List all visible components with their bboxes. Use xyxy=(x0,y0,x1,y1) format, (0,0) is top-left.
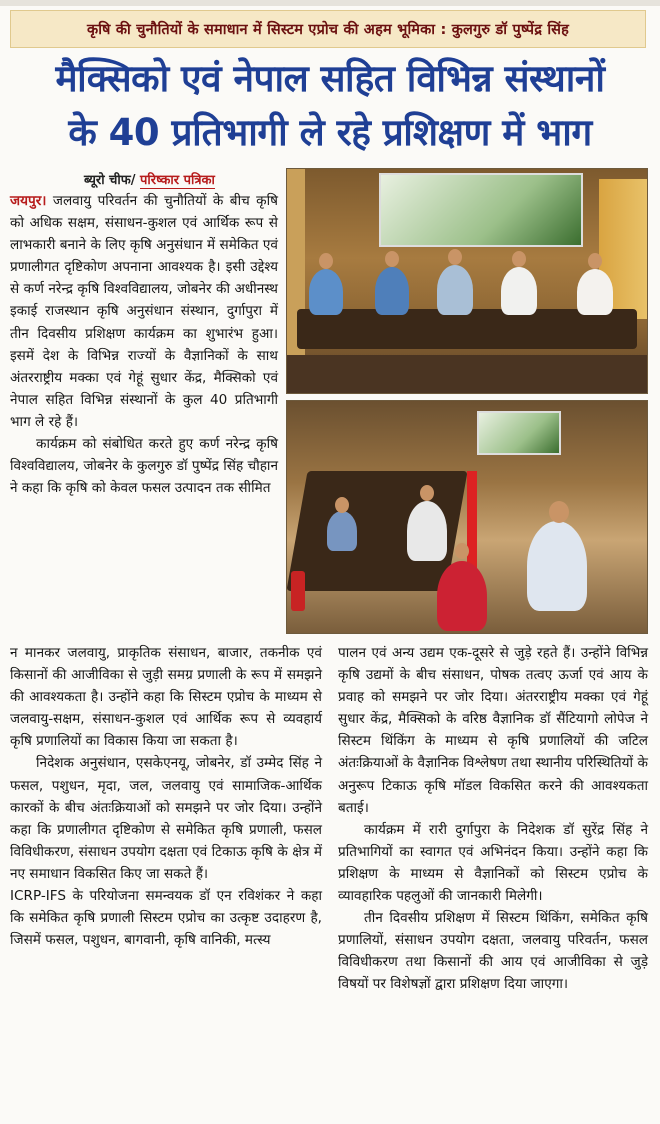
projection-screen xyxy=(379,173,583,247)
byline-role: ब्यूरो चीफ/ xyxy=(84,173,136,188)
article-paragraph-4: ICRP-IFS के परियोजना समन्वयक डॉ एन रविशंकर ने कहा कि समेकित कृषि प्रणाली सिस्टम एप्रोच का उत्कृष्ट उदाहरण है, जिसमें फसल, पशुधन, बागवानी, कृषि वानिकी, मत्स्य xyxy=(10,888,322,949)
head-table xyxy=(297,309,637,349)
projection-screen-2 xyxy=(477,411,561,455)
paragraph-1-text: जलवायु परिवर्तन की चुनौतियों के बीच कृषि को अधिक सक्षम, संसाधन-कुशल एवं आर्थिक रूप से लाभकारी बनाने के लिए कृषि अनुसंधान में समेकित एवं प्रणालीगत दृष्टिकोण अपनाना आवश्यक है। इसी उद्देश्य से कर्ण नरेन्द्र कृषि विश्वविद्यालय, जोबनेर की अधीनस्थ इकाई राजस्थान कृषि अनुसंधान संस्थान, दुर्गापुरा में तीन दिवसीय प्रशिक्षण कार्यक्रम का शुभारंभ हुआ। इसमें देश के विभिन्न राज्यों के वैज्ञानिकों के साथ अंतरराष्ट्रीय मक्का एवं गेहूं सुधार केंद्र, मैक्सिको एवं नेपाल सहित विभिन्न संस्थानों के कुल 40 प्रतिभागी भाग ले रहे हैं। xyxy=(10,193,278,430)
main-headline-line-2: के 40 प्रतिभागी ले रहे प्रशिक्षण में भाग xyxy=(68,111,592,154)
article-paragraph-1 xyxy=(10,190,278,433)
article-column-3 xyxy=(338,642,648,996)
dateline: जयपुर। xyxy=(10,193,47,209)
byline xyxy=(84,170,215,188)
article-column-1 xyxy=(10,190,278,499)
event-photo-participants xyxy=(286,400,648,634)
article-paragraph-6: कार्यक्रम में रारी दुर्गापुरा के निदेशक डॉ सुरेंद्र सिंह ने प्रतिभागियों का स्वागत एवं अभिनंदन किया। उन्होंने कहा कि प्रशिक्षण के माध्यम से वैज्ञानिकों को सिस्टम एप्रोच के व्यावहारिक पहलुओं की जानकारी मिलेगी। xyxy=(338,821,648,905)
article-paragraph-7: तीन दिवसीय प्रशिक्षण में सिस्टम थिंकिंग, समेकित कृषि प्रणालियों, संसाधन उपयोग दक्षता, जलवायु परिवर्तन, फसल विविधीकरण तथा किसानों की आय एवं आजीविका से जुड़े विषयों पर विशेषज्ञों द्वारा प्रशिक्षण दिया जाएगा। xyxy=(338,910,648,993)
article-column-2 xyxy=(10,642,322,951)
page-top-strip xyxy=(0,0,660,6)
article-paragraph-2b: न मानकर जलवायु, प्राकृतिक संसाधन, बाजार, तकनीक एवं किसानों की आजीविका से जुड़ी समग्र प्रणाली के रूप में समझने की आवश्यकता है। उन्होंने कहा कि सिस्टम एप्रोच के माध्यम से जलवायु-सक्षम, संसाधन-कुशल एवं आर्थिक रूप से व्यवहार्य कृषि प्रणालियों का विकास किया जा सकता है। xyxy=(10,645,322,750)
event-photo-head-table xyxy=(286,168,648,394)
article-paragraph-3: निदेशक अनुसंधान, एसकेएनयू, जोबनेर, डॉ उम्मेद सिंह ने फसल, पशुधन, मृदा, जल, जलवायु एवं सामाजिक-आर्थिक कारकों के बीच अंतःक्रियाओं को समझने पर जोर दिया। उन्होंने कहा कि प्रणालीगत दृष्टिकोण से समेकित कृषि प्रणाली, फसल विविधीकरण, संसाधन उपयोग दक्षता एवं टिकाऊ कृषि के क्षेत्र में नए समाधान विकसित किए जा सकते हैं। xyxy=(10,755,322,882)
main-headline-line-1: मैक्सिको एवं नेपाल सहित विभिन्न संस्थानों xyxy=(55,57,605,100)
article-paragraph-2a: कार्यक्रम को संबोधित करते हुए कर्ण नरेन्द्र कृषि विश्वविद्यालय, जोबनेर के कुलगुरु डॉ पुष्पेंद्र सिंह चौहान ने कहा कि कृषि को केवल फसल उत्पादन तक सीमित xyxy=(10,436,278,497)
byline-publication: परिष्कार पत्रिका xyxy=(140,173,215,188)
kicker-headline: कृषि की चुनौतियों के समाधान में सिस्टम एप्रोच की अहम भूमिका : कुलगुरु डॉ पुष्पेंद्र सिंह xyxy=(10,10,646,48)
article-paragraph-5: पालन एवं अन्य उद्यम एक-दूसरे से जुड़े रहते हैं। उन्होंने विभिन्न कृषि उद्यमों के बीच संसाधन, पोषक तत्वए ऊर्जा एवं आय के प्रवाह को समझने पर जोर दिया। अंतरराष्ट्रीय मक्का एवं गेहूं सुधार केंद्र, मैक्सिको के वरिष्ठ वैज्ञानिक डॉ सैंटियागो लोपेज ने सिस्टम थिंकिंग के माध्यम से कृषि प्रणालियों की जटिल अंतःक्रियाओं के वैज्ञानिक विश्लेषण तथा स्थानीय परिस्थितियों के अनुरूप टिकाऊ कृषि मॉडल विकसित करने की आवश्यकता बताई। xyxy=(338,645,648,816)
